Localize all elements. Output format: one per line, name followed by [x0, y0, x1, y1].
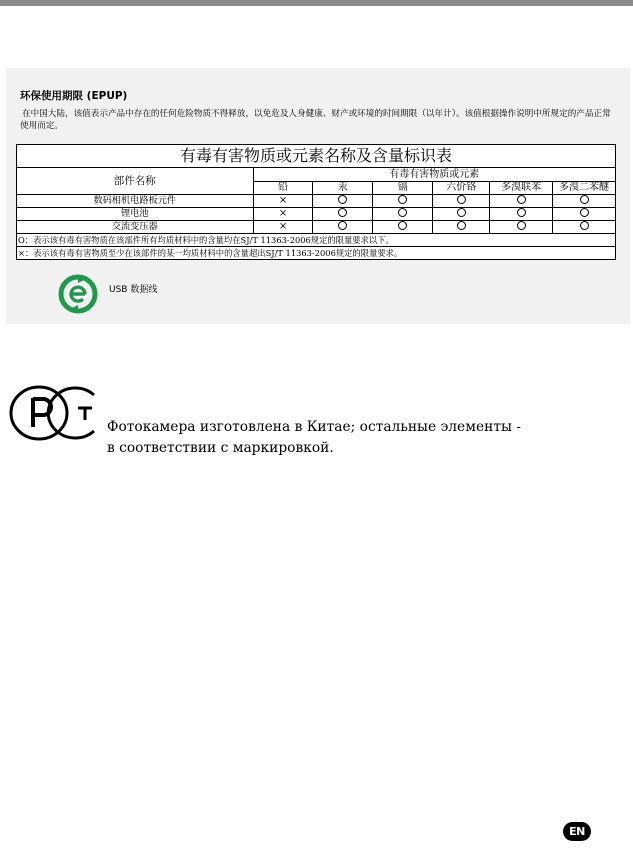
compliant-mark-cell: [433, 208, 490, 221]
circle-mark-icon: [338, 221, 347, 230]
table-row: [17, 195, 616, 208]
compliant-mark-cell: [313, 195, 373, 208]
substance-header-mercury: 汞: [313, 182, 373, 195]
epup-section: [6, 68, 630, 324]
circle-mark-icon: [398, 208, 407, 217]
circle-mark-icon: [517, 208, 526, 217]
compliant-mark-cell: [553, 208, 616, 221]
circle-mark-icon: [338, 195, 347, 204]
usb-cable-label: USB 数据线: [109, 285, 158, 295]
circle-mark-icon: [517, 221, 526, 230]
substance-header-lead: 铅: [253, 182, 313, 195]
cross-mark: ×: [278, 208, 288, 219]
russian-origin-line-2: в соответствии с маркировкой.: [107, 440, 334, 456]
russian-origin-statement: [107, 417, 587, 459]
part-name-cell: 交流变压器: [17, 221, 254, 234]
table-caption: 有毒有害物质或元素名称及含量标识表: [17, 145, 616, 168]
epup-recycle-e-icon: [58, 274, 98, 314]
circle-mark-icon: [517, 195, 526, 204]
circle-mark-icon: [457, 221, 466, 230]
part-name-cell: 锂电池: [17, 208, 254, 221]
top-rule: [0, 0, 633, 6]
substances-group-header: 有毒有害物质或元素: [253, 168, 615, 182]
substance-header-cadmium: 镉: [373, 182, 433, 195]
epup-description: 在中国大陆，该值表示产品中存在的任何危险物质不得释放，以免危及人身健康、财产或环境的时间期限（以年计）。该值根据操作说明中所规定的产品正常使用而定。: [20, 109, 611, 132]
table-row: [17, 221, 616, 234]
table-note-exceeds: ×：表示该有毒有害物质至少在该部件的某一均质材料中的含量超出SJ/T 11363-2006规定的限量要求。: [17, 247, 616, 260]
hazardous-substances-table: [16, 144, 616, 260]
part-name-header: 部件名称: [17, 168, 254, 195]
circle-mark-icon: [580, 221, 589, 230]
exceeds-mark-cell: [253, 208, 313, 221]
circle-mark-icon: [398, 221, 407, 230]
cross-mark: ×: [278, 195, 288, 206]
cross-mark: ×: [278, 221, 288, 232]
circle-mark-icon: [457, 208, 466, 217]
compliant-mark-cell: [373, 221, 433, 234]
epup-title: 环保使用期限 (EPUP): [20, 90, 128, 102]
compliant-mark-cell: [490, 195, 553, 208]
circle-mark-icon: [338, 208, 347, 217]
circle-mark-icon: [580, 208, 589, 217]
circle-mark-icon: [398, 195, 407, 204]
circle-mark-icon: [580, 195, 589, 204]
compliant-mark-cell: [490, 208, 553, 221]
compliant-mark-cell: [433, 221, 490, 234]
substance-header-pbde: 多溴二苯醚: [553, 182, 616, 195]
circle-mark-icon: [457, 195, 466, 204]
compliant-mark-cell: [433, 195, 490, 208]
substance-header-chromium: 六价铬: [433, 182, 490, 195]
compliant-mark-cell: [553, 195, 616, 208]
pct-certification-mark-icon: [8, 383, 100, 443]
language-badge: EN: [563, 822, 591, 841]
compliant-mark-cell: [490, 221, 553, 234]
substance-header-pbb: 多溴联苯: [490, 182, 553, 195]
compliant-mark-cell: [313, 208, 373, 221]
compliant-mark-cell: [553, 221, 616, 234]
exceeds-mark-cell: [253, 221, 313, 234]
compliant-mark-cell: [373, 195, 433, 208]
part-name-cell: 数码相机电路板元件: [17, 195, 254, 208]
russian-origin-line-1: Фотокамера изготовлена в Китае; остальные элементы -: [107, 419, 521, 435]
table-row: [17, 208, 616, 221]
compliant-mark-cell: [313, 221, 373, 234]
exceeds-mark-cell: [253, 195, 313, 208]
table-note-compliant: O：表示该有毒有害物质在该部件所有均质材料中的含量均在SJ/T 11363-2006规定的限量要求以下。: [17, 234, 616, 247]
compliant-mark-cell: [373, 208, 433, 221]
